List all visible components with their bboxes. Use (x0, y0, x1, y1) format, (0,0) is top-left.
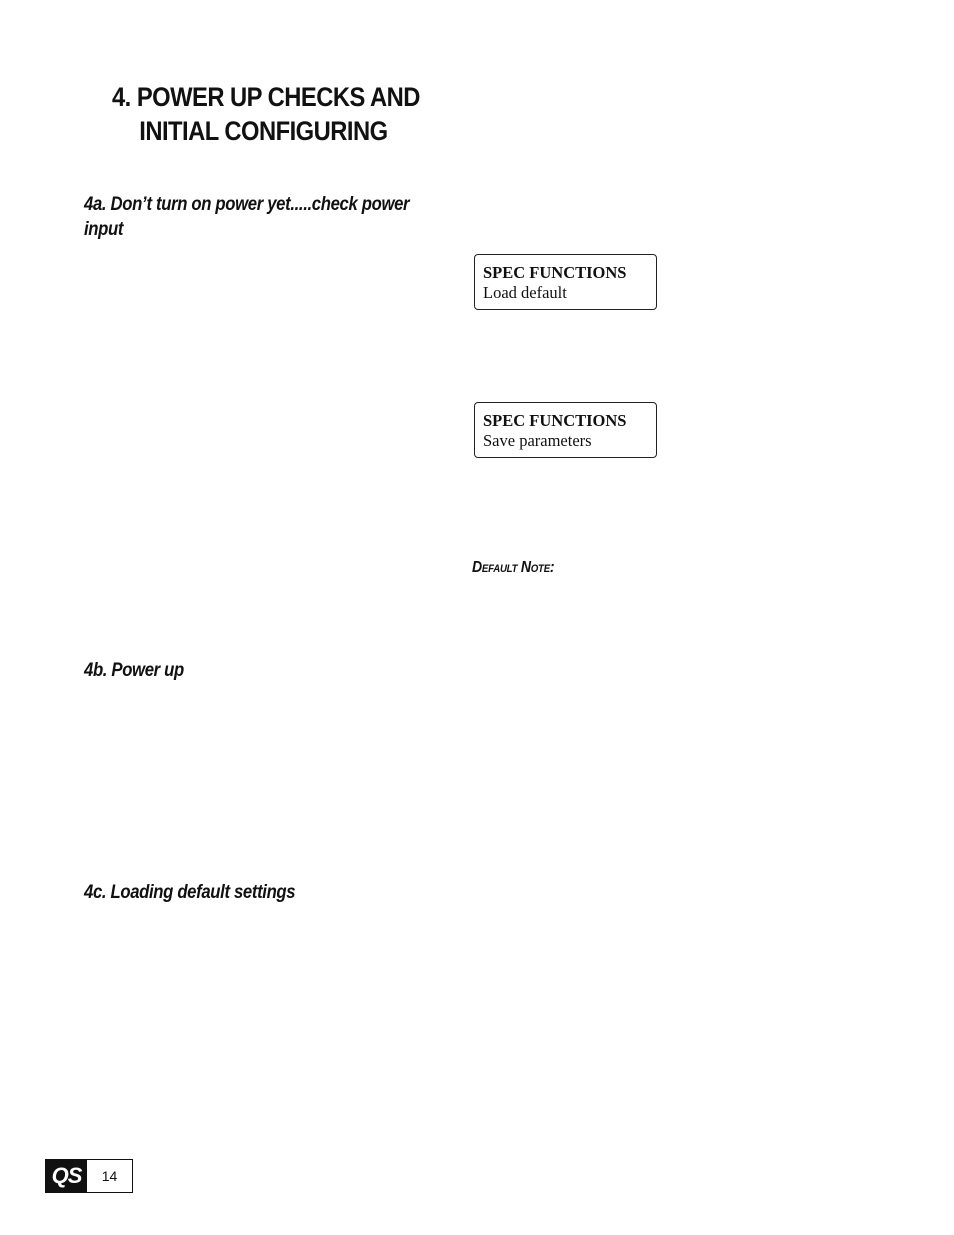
page-title-line-1: 4. POWER UP CHECKS AND (112, 82, 420, 112)
page-title (112, 80, 429, 148)
lcd-display-line-1: SPEC FUNCTIONS (483, 411, 627, 430)
section-heading-4c: 4c. Loading default settings (84, 882, 296, 903)
page-number: 14 (101, 1168, 118, 1184)
lcd-display-line-2: Save parameters (483, 431, 592, 450)
lcd-display-load-default (474, 254, 657, 310)
section-heading-4a: 4a. Don’t turn on power yet.....check power input (84, 194, 410, 240)
default-note-label: Default Note: (472, 559, 555, 576)
page-title-line-2: INITIAL CONFIGURING (139, 116, 388, 146)
footer-brand-logo: QS (46, 1160, 87, 1192)
lcd-display-line-2: Load default (483, 283, 567, 302)
lcd-display-line-1: SPEC FUNCTIONS (483, 263, 627, 282)
section-heading-4b: 4b. Power up (84, 660, 184, 681)
footer-page-badge (45, 1159, 133, 1193)
lcd-display-save-parameters (474, 402, 657, 458)
